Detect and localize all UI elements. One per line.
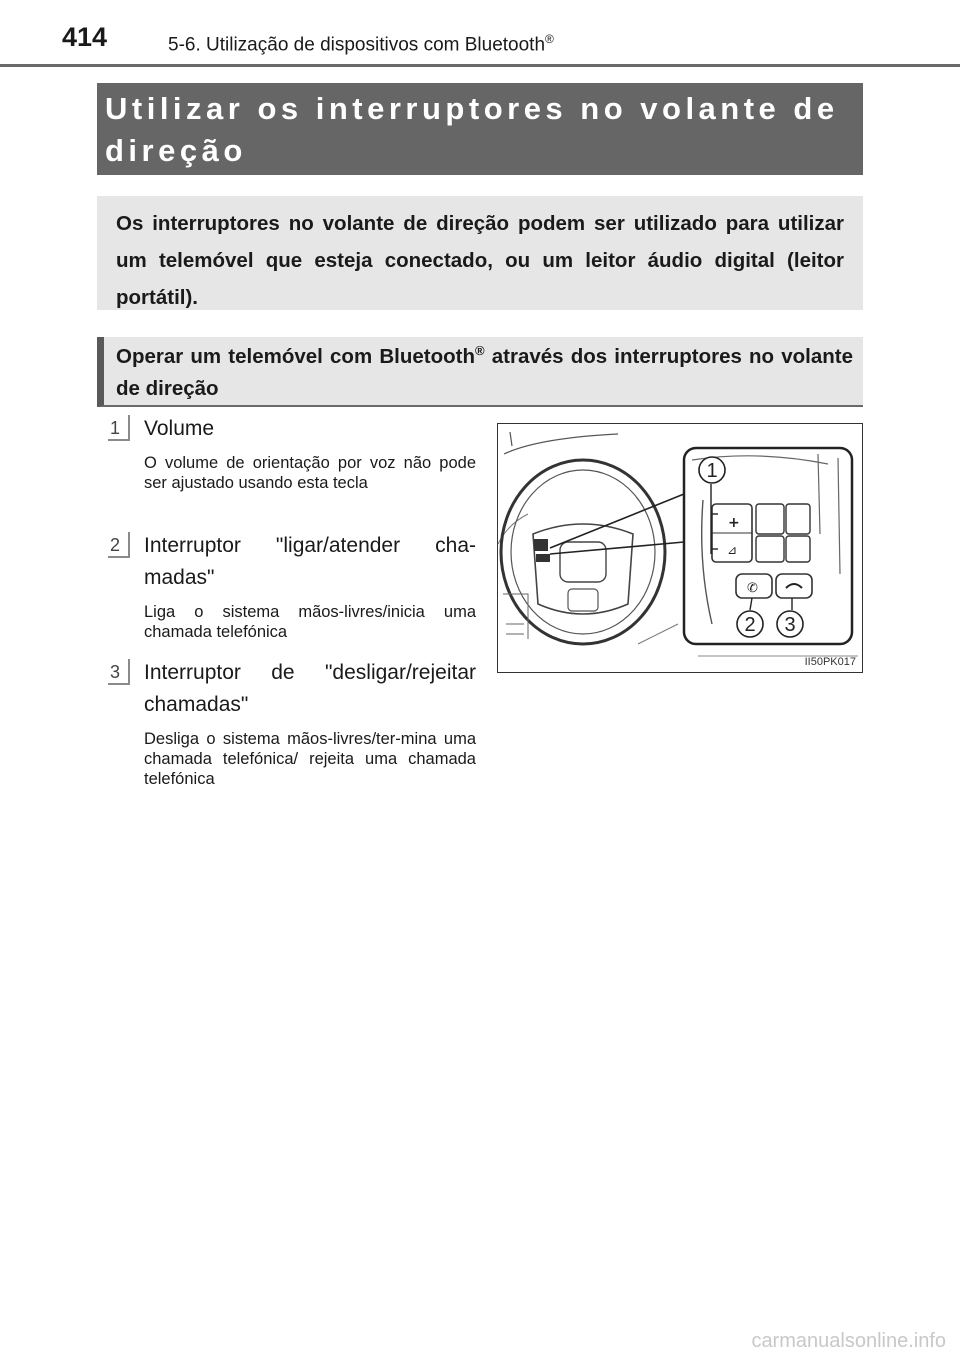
intro-box [97,196,863,310]
figure-code: II50PK017 [804,656,856,668]
running-header [168,32,554,56]
phone-answer-icon [747,581,758,596]
item-number: 3 [108,659,130,685]
list-item [108,657,476,789]
callout-1: 1 [706,460,718,482]
section-title-line2: direção [105,133,247,168]
item-title: Volume [144,417,215,440]
section-title-line1: Utilizar os interruptores no volante de [105,91,839,126]
watermark: carmanualsonline.info [751,1330,946,1352]
svg-text:+: + [728,515,740,531]
item-title: Interruptor de "desligar/rejeitar chamadas" [144,661,476,716]
figure-illustration [498,424,861,671]
subsection-heading [97,337,863,407]
item-description: O volume de orientação por voz não pode ser ajustado usando esta tecla [144,454,476,492]
running-header-text: 5-6. Utilização de dispositivos com Bluetooth [168,34,546,56]
item-description: Desliga o sistema mãos-livres/ter-mina uma chamada telefónica/ rejeita uma chamada telefónica [144,730,476,788]
subsection-part1: Operar um telemóvel com Bluetooth [116,345,475,368]
page-number: 414 [62,22,108,52]
item-title: Interruptor "ligar/atender cha-madas" [144,534,476,589]
volume-plus-icon [728,515,740,531]
list-item [108,413,476,493]
volume-minus-icon [727,543,737,557]
list-item [108,530,476,642]
item-number: 1 [108,415,130,441]
svg-text:⊿: ⊿ [727,543,738,557]
steering-wheel-icon [501,460,665,644]
item-description: Liga o sistema mãos-livres/inicia uma chamada telefónica [144,603,476,641]
intro-text: Os interruptores no volante de direção podem ser utilizado para utilizar um telemóvel que esteja conectado, ou um leitor áudio digital (leitor portátil). [116,212,844,309]
subsection-part2: através dos interruptores no volante de direção [116,345,854,400]
registered-mark: ® [545,32,554,46]
svg-text:✆: ✆ [747,581,758,596]
item-number: 2 [108,532,130,558]
subsection-registered-mark: ® [474,343,485,359]
header-rule [0,64,960,67]
callout-3: 3 [784,614,796,636]
callout-2: 2 [744,614,756,636]
section-title [97,83,863,175]
subsection-heading-text [116,341,853,405]
steering-switch-figure [497,423,863,673]
